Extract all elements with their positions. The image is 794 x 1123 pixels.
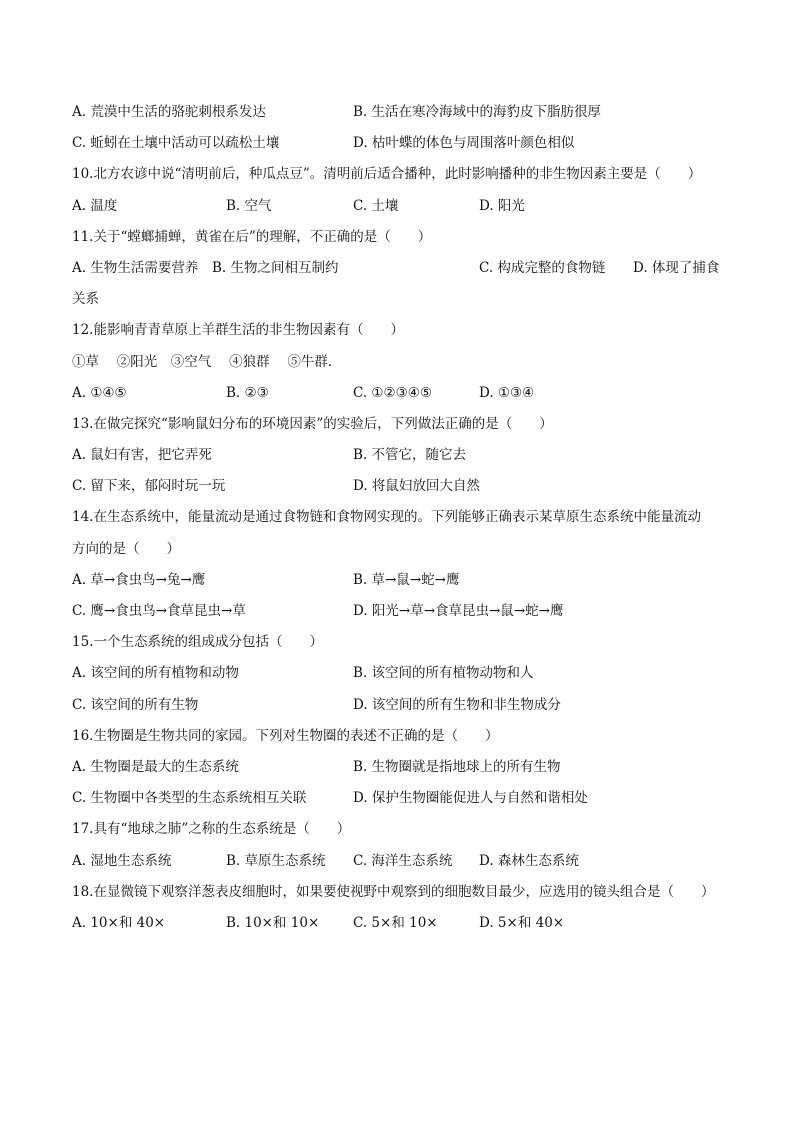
q12-items: ①草 ②阳光 ③空气 ④狼群 ⑤牛群． — [72, 353, 342, 370]
q13-stem: 13.在做完探究“影响鼠妇分布的环境因素”的实验后，下列做法正确的是（ ） — [72, 415, 553, 432]
q17-stem: 17.具有“地球之肺”之称的生态系统是（ ） — [72, 821, 351, 838]
q16-option-b[interactable]: B. 生物圈就是指地球上的所有生物 — [353, 758, 561, 775]
q13-option-c[interactable]: C. 留下来，郁闷时玩一玩 — [72, 478, 226, 495]
q10-options — [72, 191, 732, 222]
q16-option-d[interactable]: D. 保护生物圈能促进人与自然和谐相处 — [353, 790, 588, 807]
q17-option-a[interactable]: A. 湿地生态系统 — [72, 852, 172, 869]
q13-options-row-1 — [72, 440, 732, 471]
q14-options-row-2 — [72, 596, 732, 627]
q16-option-c[interactable]: C. 生物圈中各类型的生态系统相互关联 — [72, 790, 307, 807]
q15-options-row-2 — [72, 690, 732, 721]
q15-stem: 15.一个生态系统的组成成分包括（ ） — [72, 634, 323, 651]
q14-option-d[interactable]: D. 阳光→草→食草昆虫→鼠→蛇→鹰 — [353, 603, 564, 619]
q13-options-row-2 — [72, 471, 732, 502]
q15-options-row-1 — [72, 658, 732, 689]
q14-options-row-1 — [72, 565, 732, 596]
q14-option-c[interactable]: C. 鹰→食虫鸟→食草昆虫→草 — [72, 603, 246, 619]
q10-option-d[interactable]: D. 阳光 — [479, 197, 525, 214]
q12-options — [72, 378, 732, 409]
q15-option-a[interactable]: A. 该空间的所有植物和动物 — [72, 665, 239, 682]
q9-options-row-1 — [72, 97, 732, 128]
question-list — [72, 97, 732, 939]
q17-option-d[interactable]: D. 森林生态系统 — [479, 852, 579, 869]
q17-option-b[interactable]: B. 草原生态系统 — [226, 852, 326, 869]
q17-options — [72, 846, 732, 877]
q18-stem: 18.在显微镜下观察洋葱表皮细胞时，如果要使视野中观察到的细胞数目最少，应选用的镜头组合是（ ） — [72, 883, 715, 900]
q14-stem: 14.在生态系统中，能量流动是通过食物链和食物网实现的。下列能够正确表示某草原生态系统中能量流动 — [72, 509, 701, 526]
q18-option-d[interactable]: D. 5×和 40× — [479, 914, 565, 931]
q14-option-b[interactable]: B. 草→鼠→蛇→鹰 — [353, 571, 460, 588]
q18-options — [72, 908, 732, 939]
q9-options-row-2 — [72, 128, 732, 159]
q13-option-d[interactable]: D. 将鼠妇放回大自然 — [353, 478, 480, 495]
q11-option-b[interactable]: B. 生物之间相互制约 — [212, 259, 339, 276]
q11-options — [72, 253, 732, 284]
q12-option-d[interactable]: D. ①③④ — [479, 384, 535, 401]
q9-option-a[interactable]: A. 荒漠中生活的骆驼刺根系发达 — [72, 104, 266, 120]
q14-stem-continuation: 方向的是（ ） — [72, 540, 180, 557]
q11-option-a[interactable]: A. 生物生活需要营养 — [72, 259, 199, 276]
q12-stem: 12.能影响青青草原上羊群生活的非生物因素有（ ） — [72, 322, 404, 339]
q11-option-c[interactable]: C. 构成完整的食物链 — [479, 259, 606, 276]
q11-option-d-continuation: 关系 — [72, 291, 99, 308]
q16-options-row-2 — [72, 783, 732, 814]
q10-option-c[interactable]: C. 土壤 — [353, 197, 399, 214]
q13-option-a[interactable]: A. 鼠妇有害，把它弄死 — [72, 447, 212, 464]
q17-option-c[interactable]: C. 海洋生态系统 — [353, 852, 453, 869]
q9-option-b[interactable]: B. 生活在寒冷海域中的海豹皮下脂肪很厚 — [353, 104, 602, 120]
q18-option-a[interactable]: A. 10×和 40× — [72, 914, 166, 931]
q12-option-c[interactable]: C. ①②③④⑤ — [353, 384, 432, 401]
q18-option-b[interactable]: B. 10×和 10× — [226, 914, 320, 931]
q12-option-b[interactable]: B. ②③ — [226, 384, 269, 401]
q9-option-c[interactable]: C. 蚯蚓在土壤中活动可以疏松土壤 — [72, 135, 280, 152]
q16-stem: 16.生物圈是生物共同的家园。下列对生物圈的表述不正确的是（ ） — [72, 727, 499, 744]
q14-option-a[interactable]: A. 草→食虫鸟→兔→鹰 — [72, 571, 206, 588]
q15-option-b[interactable]: B. 该空间的所有植物动物和人 — [353, 665, 534, 682]
q16-option-a[interactable]: A. 生物圈是最大的生态系统 — [72, 758, 239, 775]
q11-stem: 11.关于“螳螂捕蝉，黄雀在后”的理解，不正确的是（ ） — [72, 228, 432, 245]
q12-option-a[interactable]: A. ①④⑤ — [72, 384, 127, 401]
q10-option-b[interactable]: B. 空气 — [226, 197, 272, 214]
q9-option-d[interactable]: D. 枯叶蝶的体色与周围落叶颜色相似 — [353, 135, 575, 152]
q18-option-c[interactable]: C. 5×和 10× — [353, 914, 438, 931]
q10-stem: 10.北方农谚中说“清明前后，种瓜点豆”。清明前后适合播种，此时影响播种的非生物因素主要是（ ） — [72, 166, 702, 183]
q11-option-d[interactable]: D. 体现了捕食 — [633, 259, 720, 276]
q15-option-c[interactable]: C. 该空间的所有生物 — [72, 696, 199, 713]
q16-options-row-1 — [72, 752, 732, 783]
q10-option-a[interactable]: A. 温度 — [72, 197, 118, 214]
q15-option-d[interactable]: D. 该空间的所有生物和非生物成分 — [353, 696, 561, 713]
q13-option-b[interactable]: B. 不管它，随它去 — [353, 447, 467, 464]
